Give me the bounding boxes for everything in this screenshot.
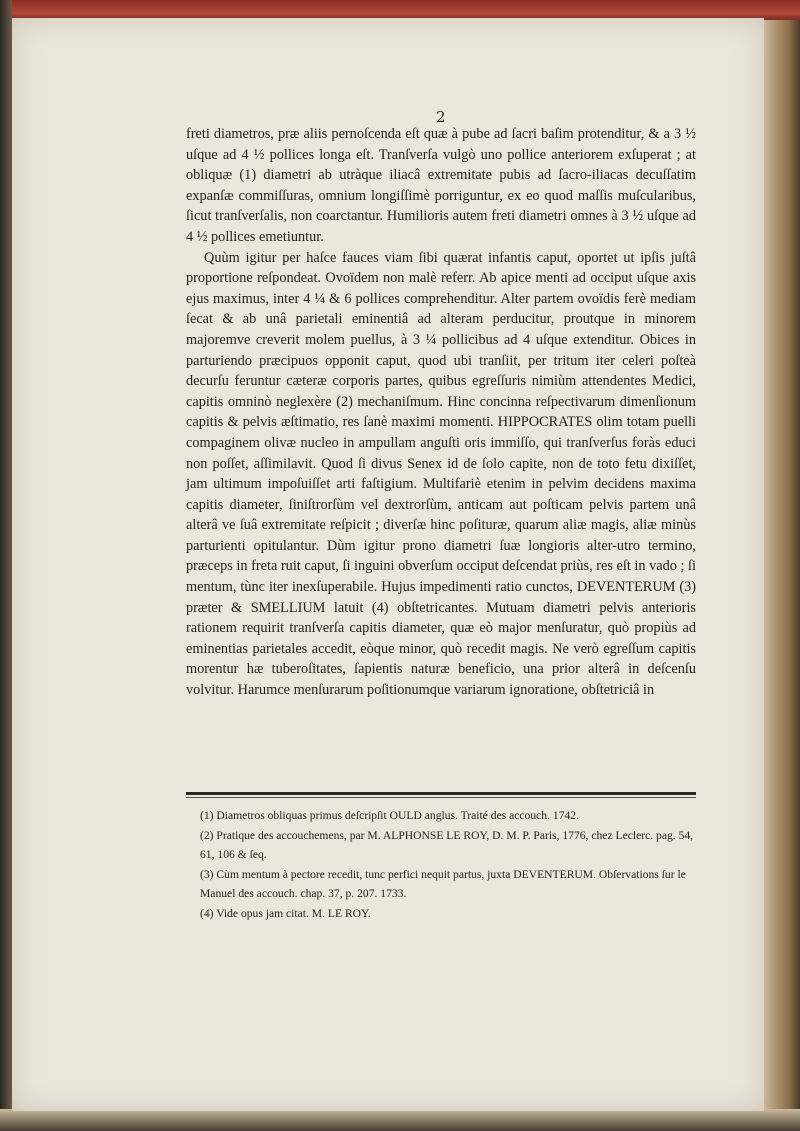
footnote-rule-thin	[186, 797, 696, 798]
footnote-rule	[186, 792, 696, 795]
footnote-3: (3) Cùm mentum à pectore recedit, tunc perfici nequit partus, juxta DEVENTERUM. Obſervations ſur le Manuel des accouch. chap. 37, p. 207. 1733.	[200, 867, 686, 900]
footnote-1: (1) Diametros obliquas primus deſcripſit OULD anglus. Traité des accouch. 1742.	[200, 809, 579, 822]
footnotes	[200, 806, 700, 923]
book-left-edge	[0, 0, 12, 1131]
page-number: 2	[436, 108, 446, 126]
paragraph-1: freti diametros, præ aliis pernoſcenda eſt quæ à pube ad ſacri baſim protenditur, & a 3 ½ uſque ad 4 ½ pollices longa eſt. Tranſverſa vulgò uno pollice anteriorem exſuperat ; at obliquæ (1) diametri ab utràque iliacâ extremitate pubis ad ſacro-iliacas decuſſatim expanſæ commiſſuras, omnium longiſſimè porriguntur, ex eo quod maſſis muſcularibus, ſicut tranſverſalis, non coarctantur. Humilioris autem freti diametri omnes à 3 ½ uſque ad 4 ½ pollices emetiuntur.	[186, 126, 696, 245]
paragraph-2: Quùm igitur per haſce fauces viam ſibi quærat infantis caput, oportet ut ipſis juſtâ proportione reſpondeat. Ovoïdem non malè referr. Ab apice menti ad occiput uſque axis ejus maximus, inter 4 ¼ & 6 pollices comprehenditur. Alter partem ovoïdis ferè mediam ſecat & ab unâ parietali eminentiâ ad alteram perducitur, proutque in minorem majoremve creverit molem puellus, à 3 ¼ pollicibus ad 4 uſque extenditur. Obices in parturiendo præcipuos opponit caput, quod ubi tranſiit, per tritum iter celeri poſteà decurſu feruntur cæteræ corporis partes, quibus egreſſuris nimiùm attendentes Medici, capitis omninò neglexère (2) mechaniſmum. Hinc concinna reſpectivarum dimenſionum capitis & pelvis æſtimatio, res ſanè maximi momenti. HIPPOCRATES olim totam puelli compaginem olivæ nucleo in ampullam anguſti oris immiſſo, qui tranſverſus foràs educi non poſſet, aſſimilavit. Quod ſi divus Senex id de ſolo capite, non de toto fetu dixiſſet, jam ultimum impoſuiſſet arti faſtigium. Multifariè etenim in pelvim decidens maxima capitis diameter, ſiniſtrorſùm vel dextrorſùm, anticam aut poſticam pelvis partem unâ alterâ ve ſuâ extremitate reſpicit ; diverſæ hinc poſituræ, quarum aliæ magis, aliæ minùs parturienti opitulantur. Dùm igitur prono diametri ſuæ longioris alter-utro termino, præceps in freta ruit caput, ſi inguini obverſum occiput deſcendat priùs, res eſt in vado ; ſi mentum, tùnc iter inexſuperabile. Hujus impedimenti ratio cunctos, DEVENTERUM (3) præter & SMELLIUM latuit (4) obſtetricantes. Mutuam diametri pelvis anterioris rationem requirit tranſverſa capitis diameter, quæ eò major menſuratur, quò propiùs ad eminentias parietales accedit, eòque minor, quò recedit magis. Ne verò egreſſum capitis morentur hæ tuberoſitates, ſapientis naturæ beneficio, una prior alterâ in deſcenſu volvitur. Harumce menſurarum poſitionumque variarum ignoratione, obſtetriciâ in	[186, 249, 696, 699]
book-right-edge	[762, 20, 800, 1131]
book-bottom-edge	[0, 1109, 800, 1131]
footnote-4: (4) Vide opus jam citat. M. LE ROY.	[200, 906, 371, 920]
body-text	[186, 124, 696, 701]
footnote-2: (2) Pratique des accouchemens, par M. ALPHONSE LE ROY, D. M. P. Paris, 1776, chez Leclerc. pag. 54, 61, 106 & ſeq.	[200, 828, 694, 861]
